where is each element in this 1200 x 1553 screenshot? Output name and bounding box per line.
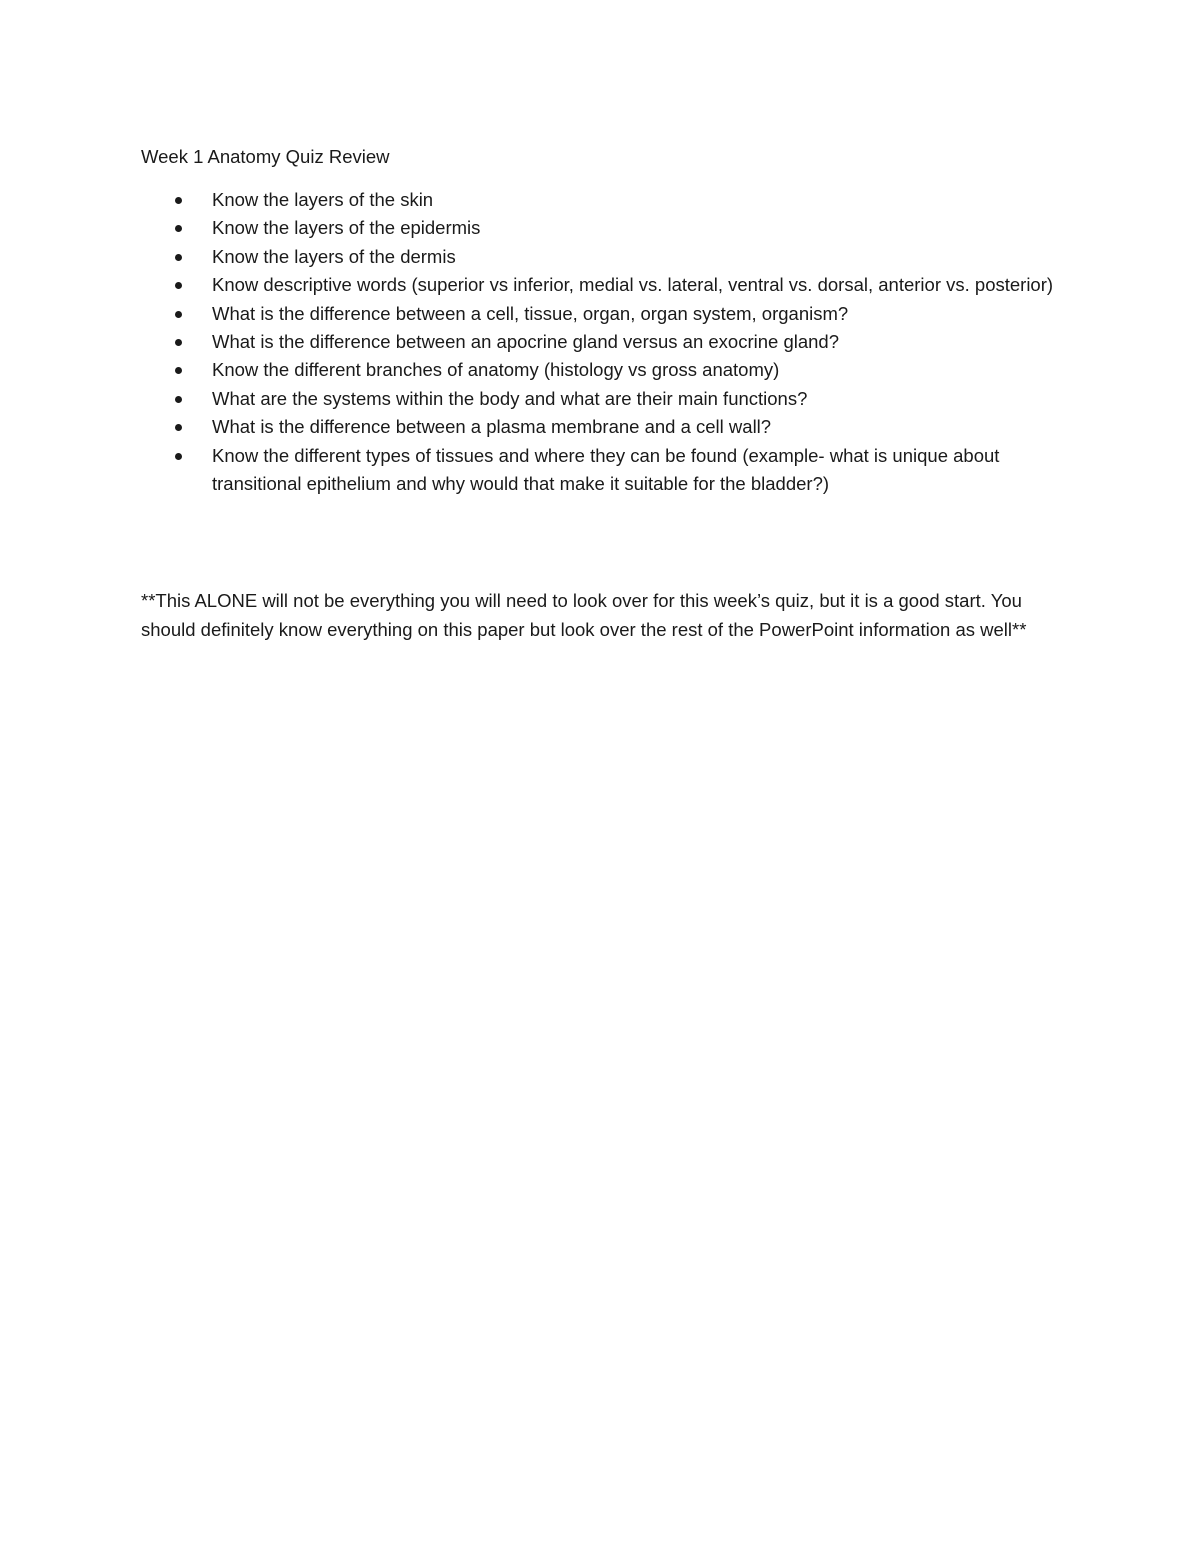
list-item-text: Know the layers of the epidermis [212, 217, 481, 239]
bullet-icon [175, 197, 182, 204]
list-item [141, 328, 1081, 356]
list-item-text: What is the difference between a plasma membrane and a cell wall? [212, 416, 772, 438]
bullet-icon [175, 225, 182, 232]
bullet-icon [175, 311, 182, 318]
bullet-icon [175, 453, 182, 460]
list-item-text: Know the different types of tissues and where they can be found (example- what is unique about transitional epithelium and why would that make it suitable for the bladder?) [212, 444, 1000, 495]
list-item [141, 413, 1081, 441]
list-item [141, 214, 1081, 242]
page-title: Week 1 Anatomy Quiz Review [141, 146, 390, 167]
list-item-text: Know the layers of the dermis [212, 245, 456, 267]
closing-note: **This ALONE will not be everything you will need to look over for this week’s quiz, but it is a good start. You should definitely know everything on this paper but look over the rest of the PowerPoint information as well** [141, 590, 1027, 640]
list-item-text: Know the different branches of anatomy (histology vs gross anatomy) [212, 359, 780, 381]
list-item-text: What is the difference between a cell, tissue, organ, organ system, organism? [212, 302, 849, 324]
list-item [141, 442, 1081, 499]
list-item [141, 243, 1081, 271]
list-item-text: What are the systems within the body and what are their main functions? [212, 387, 808, 409]
list-item [141, 300, 1081, 328]
list-item [141, 186, 1081, 214]
bullet-icon [175, 396, 182, 403]
list-item [141, 271, 1081, 299]
review-list [141, 186, 1081, 498]
bullet-icon [175, 424, 182, 431]
list-item [141, 356, 1081, 384]
list-item [141, 385, 1081, 413]
bullet-icon [175, 282, 182, 289]
bullet-icon [175, 339, 182, 346]
list-item-text: Know the layers of the skin [212, 189, 434, 210]
list-item-text: What is the difference between an apocrine gland versus an exocrine gland? [212, 331, 840, 353]
bullet-icon [175, 367, 182, 374]
list-item-text: Know descriptive words (superior vs inferior, medial vs. lateral, ventral vs. dorsal, anterior vs. posterior) [212, 274, 1054, 296]
bullet-icon [175, 254, 182, 261]
